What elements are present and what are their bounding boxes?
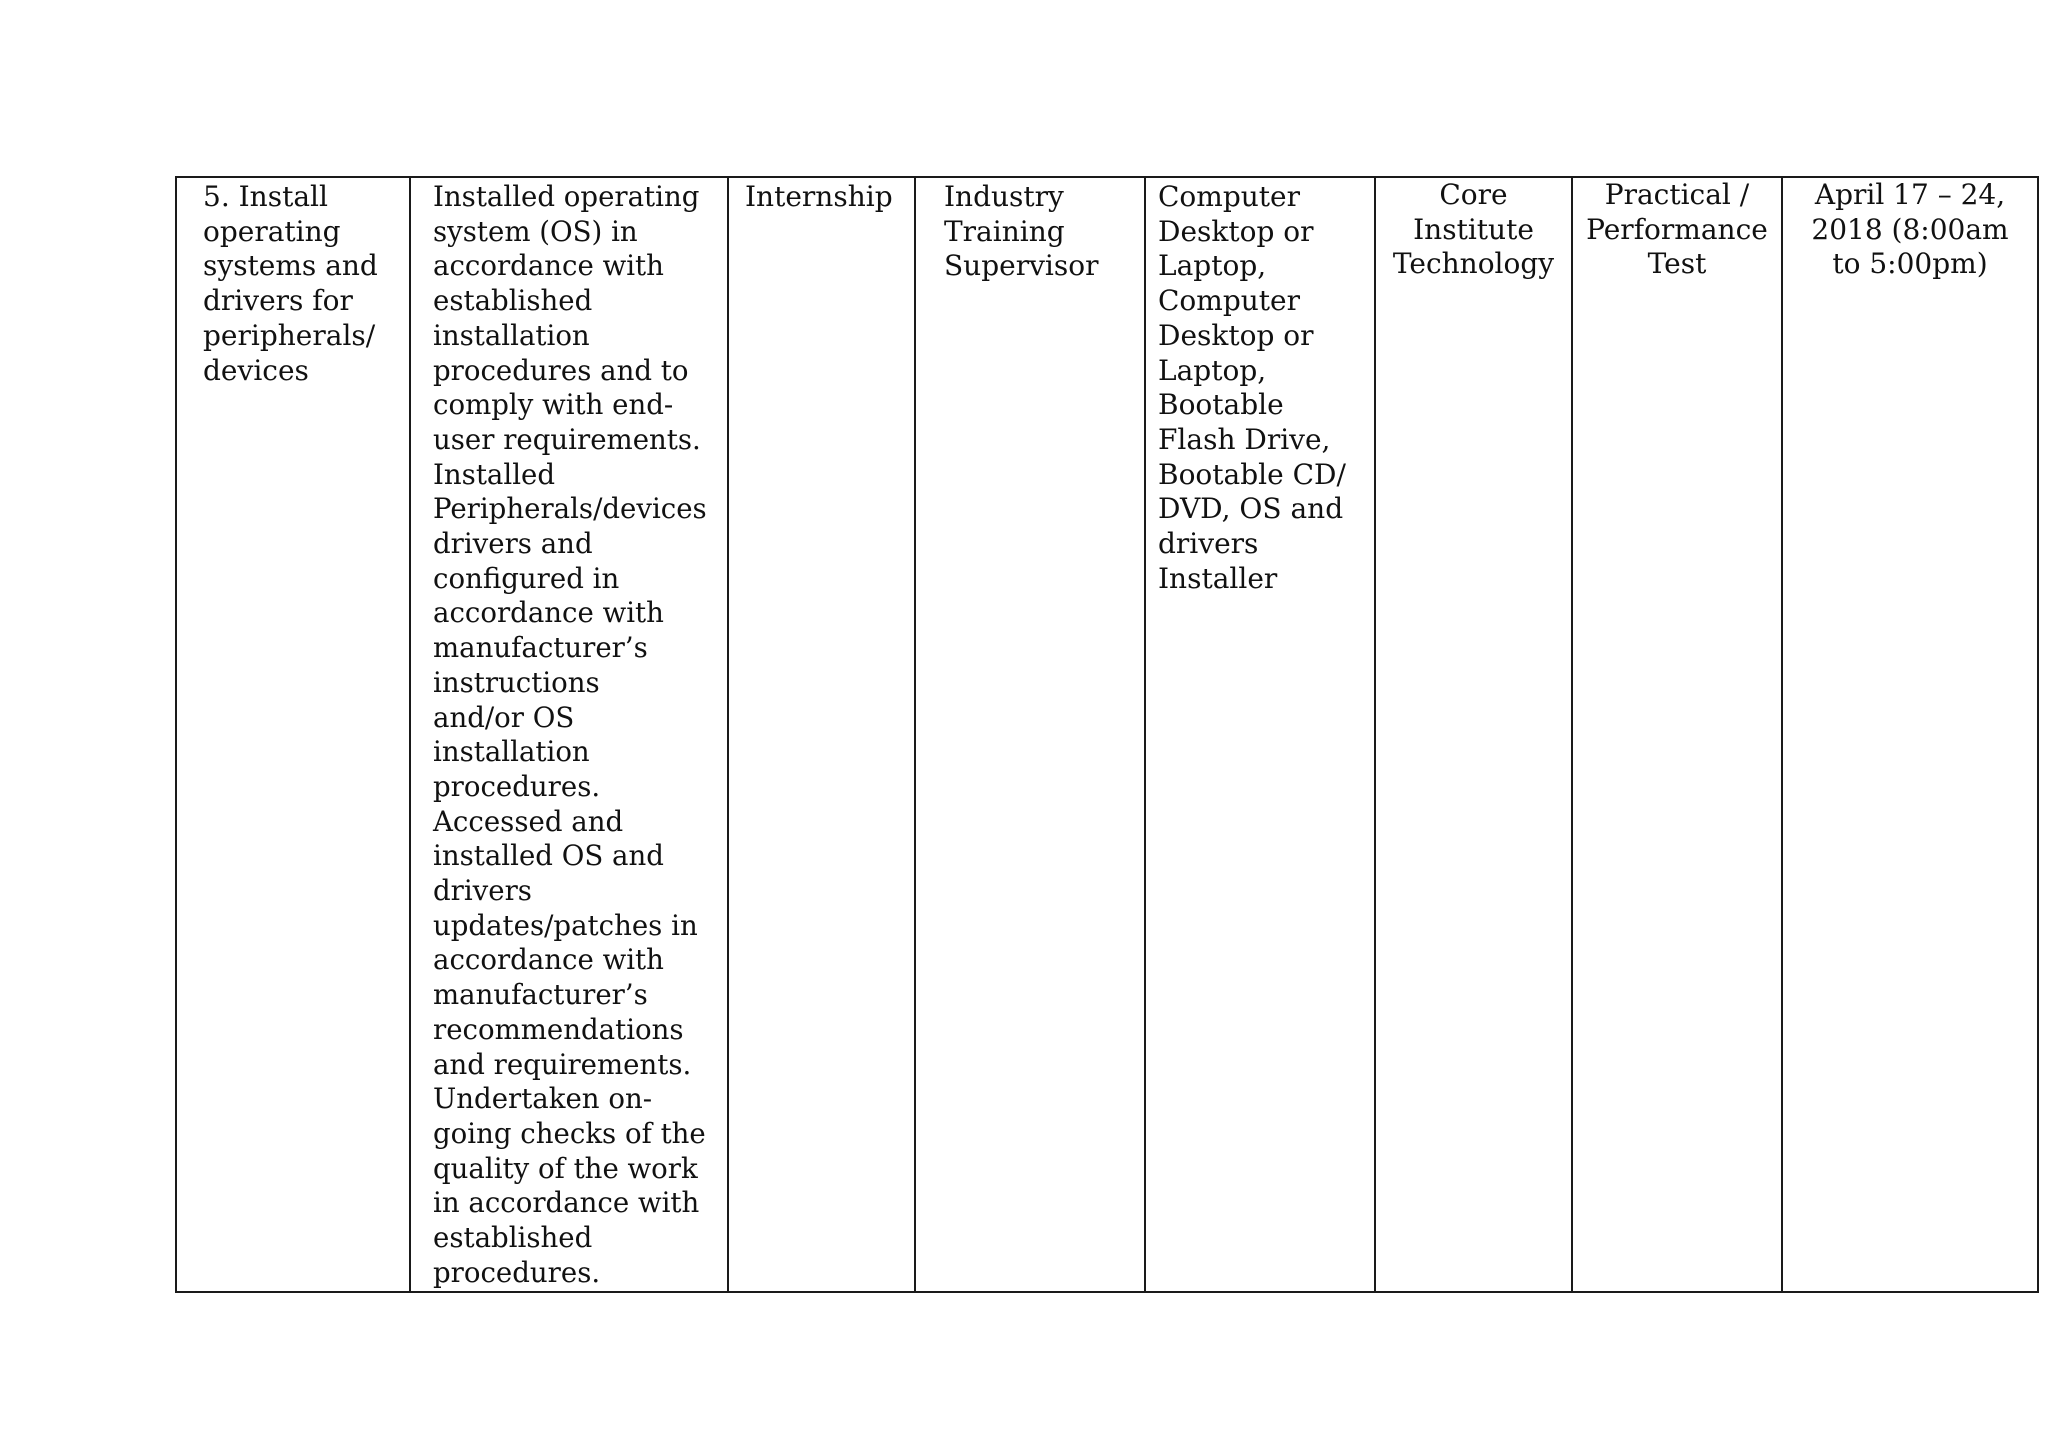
assessment-cell (1572, 177, 1782, 1292)
training-plan-table (175, 176, 2039, 1293)
date-cell (1782, 177, 2038, 1292)
venue-cell (1375, 177, 1572, 1292)
staff-text: Industry Training Supervisor (944, 180, 1099, 283)
performance-criteria-cell (410, 177, 728, 1292)
date-text: April 17 – 24, 2018 (8:00am to 5:00pm) (1811, 178, 2009, 281)
method-cell (728, 177, 915, 1292)
learning-outcome-text: 5. Install operating systems and drivers for peripherals/ devices (203, 180, 378, 387)
performance-criteria-text: Installed operating system (OS) in accordance with established installation procedures and to comply with end- user requirements. Installed Peripherals/devices drivers and configured in accordance with manufacturer’s instructions and/or OS installation procedures. Accessed and installed OS and drivers updates/patches in accordance with manufacturer’s recommendations and requirements. Undertaken on- going checks of the quality of the work in accordance with established procedures. (433, 180, 707, 1289)
venue-text: Core Institute Technology (1392, 178, 1555, 281)
learning-outcome-cell (176, 177, 410, 1292)
method-text: Internship (745, 180, 893, 213)
table-row (176, 177, 2038, 1292)
assessment-text: Practical / Performance Test (1586, 178, 1768, 281)
resources-cell (1145, 177, 1375, 1292)
resources-text: Computer Desktop or Laptop, Computer Desktop or Laptop, Bootable Flash Drive, Bootable CD/ DVD, OS and drivers Installer (1158, 180, 1346, 595)
staff-cell (915, 177, 1145, 1292)
